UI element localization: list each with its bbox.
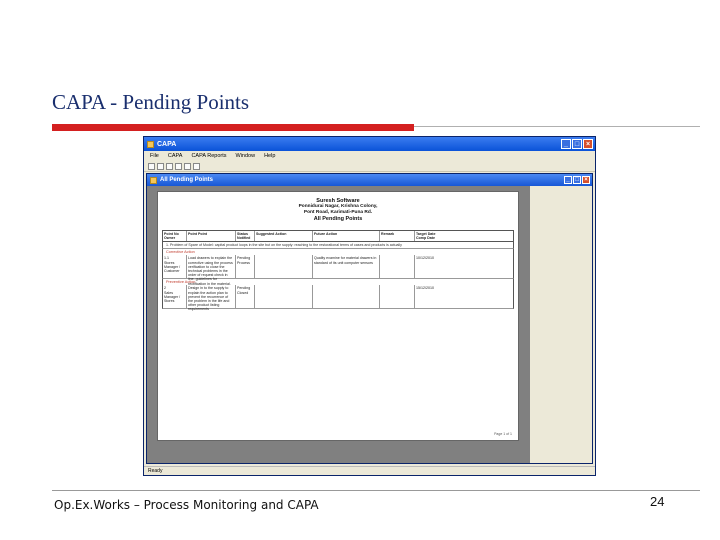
title-underline-red [52,124,414,131]
table-row [162,285,514,312]
preview-icon[interactable] [184,163,191,170]
close-button[interactable]: × [583,139,593,149]
report-page [157,191,519,441]
col-future-action: Future Action [313,231,380,241]
app-icon [147,141,154,148]
menu-help[interactable]: Help [264,153,276,159]
col-suggested-action: Suggested Action [255,231,313,241]
title-underline-gray [414,126,700,127]
page-indicator: Page 1 of 1 [494,432,512,436]
child-window-icon [150,177,157,184]
status-bar: Ready [144,466,595,475]
col-remark: Remark [380,231,415,241]
row-remark [380,285,415,308]
row-future [313,285,380,308]
problem-no: 1. [166,243,169,248]
child-close-button[interactable]: × [582,176,590,184]
menu-capa[interactable]: CAPA [167,153,183,159]
col-target-date: Target Date Comp Date [416,232,436,241]
footer-text: Op.Ex.Works – Process Monitoring and CAPA [54,498,319,512]
row-point: Load drawers to explain the corrective using the process verification to close the technical problems in the order of request check in line. guidelines for rectification in the material. [187,255,236,278]
child-titlebar [147,174,592,186]
row-status: Pending [237,286,251,291]
col-status: Status Notified [236,231,255,241]
row-target: 10/12/2010 [416,256,434,261]
row-status-2: Closed [237,290,249,295]
row-status: Pending [237,256,251,261]
open-icon[interactable] [157,163,164,170]
table-header-row [162,230,514,242]
problem-row [162,242,514,249]
report-table [162,230,514,312]
row-target: 15/12/2010 [416,286,434,291]
row-point: Design in to the supply to explain the action plan to prevent the recurrence of the problem in the life and other product listing requirements [187,285,236,308]
row-owner: Stores Manager / Customer [164,260,181,274]
row-remark [380,255,415,278]
report-viewer [147,186,592,463]
report-address-1: Ponnidurai Nagar, Krishna Colony, [298,204,378,209]
menu-window[interactable]: Window [235,153,256,159]
app-titlebar [144,137,595,151]
minimize-button[interactable]: _ [561,139,571,149]
report-title: All Pending Points [313,216,363,222]
export-icon[interactable] [193,163,200,170]
row-owner: Sales Manager / Stores [164,290,181,304]
capa-app-window [143,136,596,476]
print-icon[interactable] [175,163,182,170]
pending-points-window [146,173,593,464]
row-suggested [255,255,313,278]
row-no: 1.1 [164,256,169,261]
menu-bar [144,151,595,161]
section-label: Corrective Action [162,249,514,255]
section-label: Preventive Action [162,279,514,285]
child-minimize-button[interactable]: _ [564,176,572,184]
report-address-2: Pont Road, Karimati-Puna Rd. [303,210,373,215]
menu-file[interactable]: File [150,153,159,159]
report-company: Suresh Software [316,198,360,204]
new-icon[interactable] [148,163,155,170]
col-point: Point Point [187,231,236,241]
report-side-pane [530,186,592,463]
child-maximize-button[interactable]: □ [573,176,581,184]
row-status-2: Process [237,260,250,265]
row-future: Quality examine for material drawers in standard of its unit computer sensors [313,255,380,278]
row-no: 2 [164,286,166,291]
footer-divider [52,490,700,491]
menu-capa-reports[interactable]: CAPA Reports [191,153,227,159]
app-window-title: CAPA [157,140,177,148]
col-point-no: Point No Owner [163,231,187,241]
report-header [158,198,518,222]
save-icon[interactable] [166,163,173,170]
slide-number: 24 [650,494,665,509]
slide-title: CAPA - Pending Points [52,90,250,114]
row-suggested [255,285,313,308]
child-window-title: All Pending Points [160,177,214,183]
maximize-button[interactable]: □ [572,139,582,149]
toolbar [144,161,595,172]
problem-text: Problem of Spare of Model: capital product loops in the site but on the supply: reaching to the restorational terms of cases and products is actually [170,243,402,248]
